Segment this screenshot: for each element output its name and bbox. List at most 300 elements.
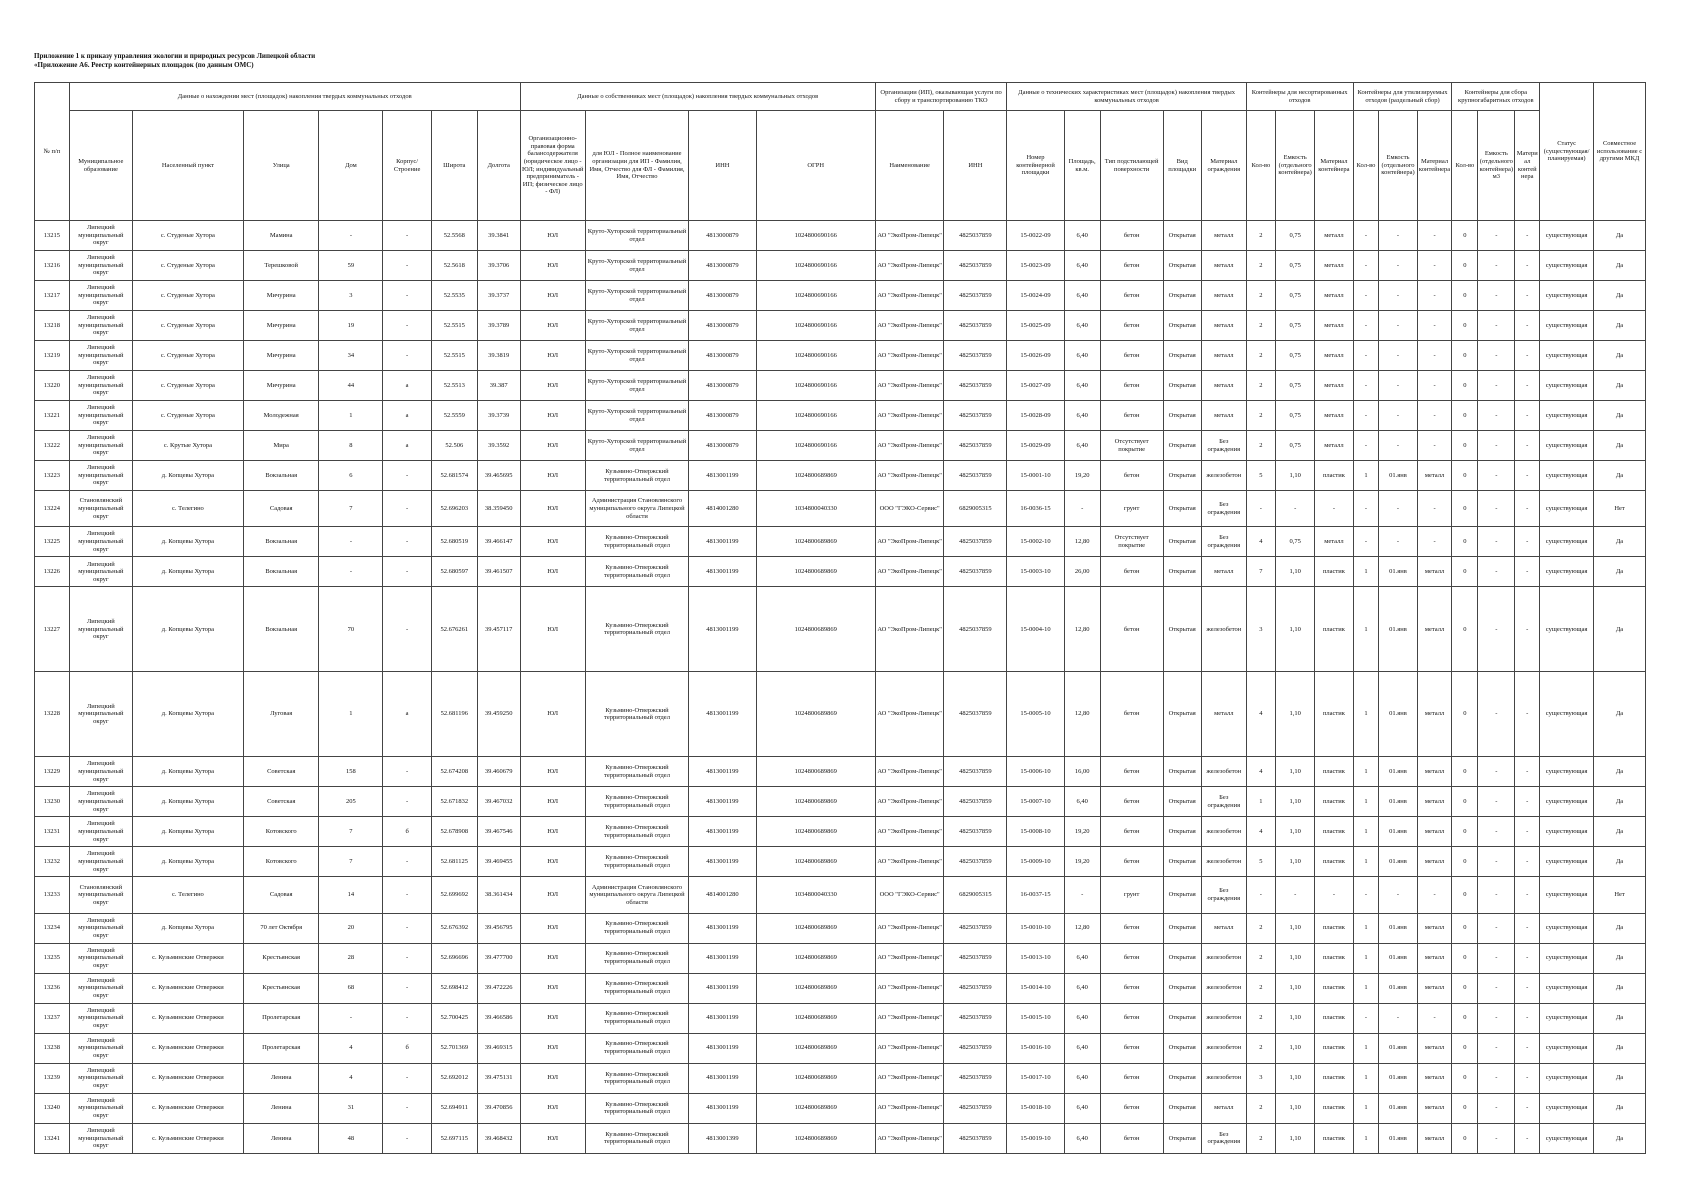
cell-r-vol: 01.янв xyxy=(1379,913,1417,943)
cell-r-vol: - xyxy=(1379,281,1417,311)
cell-fence: Без ограждения xyxy=(1201,1123,1246,1153)
cell-lon: 39.469455 xyxy=(477,847,520,877)
cell-fence: железобетон xyxy=(1201,973,1246,1003)
cell-org-inn: 4825037859 xyxy=(944,1033,1007,1063)
cell-r-vol: 01.янв xyxy=(1379,587,1417,672)
cell-settlement: с. Студеные Хутора xyxy=(132,401,243,431)
cell-r-mat: металл xyxy=(1417,557,1452,587)
cell-status: существующая xyxy=(1540,877,1594,913)
cell-lon: 39.456795 xyxy=(477,913,520,943)
cell-house: 31 xyxy=(319,1093,383,1123)
cell-owner-name: Кузьмино-Отвержский территориальный отдел xyxy=(585,943,688,973)
cell-org-inn: 4825037859 xyxy=(944,341,1007,371)
cell-number: 13215 xyxy=(35,221,70,251)
cell-status: существующая xyxy=(1540,251,1594,281)
cell-s-vol: 0,75 xyxy=(1275,221,1314,251)
cell-inn: 4813001199 xyxy=(689,672,756,757)
cell-owner-name: Кузьмино-Отвержский территориальный отдел xyxy=(585,1003,688,1033)
cell-lon: 38.361434 xyxy=(477,877,520,913)
cell-inn: 4813001399 xyxy=(689,1123,756,1153)
cell-lat: 52.680597 xyxy=(431,557,477,587)
cell-legal-form: ЮЛ xyxy=(520,1093,585,1123)
cell-k-mat: - xyxy=(1515,491,1540,527)
cell-legal-form: ЮЛ xyxy=(520,973,585,1003)
cell-site-type: Открытая xyxy=(1163,817,1201,847)
cell-s-vol: 1,10 xyxy=(1275,943,1314,973)
cell-r-qty: - xyxy=(1353,877,1379,913)
cell-r-mat: - xyxy=(1417,341,1452,371)
cell-house: 44 xyxy=(319,371,383,401)
cell-org-name: АО "ЭкоПром-Липецк" xyxy=(875,557,944,587)
cell-building: - xyxy=(383,1063,431,1093)
table-row xyxy=(35,557,1646,587)
cell-mun: Липецкий муниципальный округ xyxy=(69,431,132,461)
cell-area: 26,00 xyxy=(1064,557,1100,587)
cell-k-mat: - xyxy=(1515,817,1540,847)
table-row xyxy=(35,281,1646,311)
cell-number: 13224 xyxy=(35,491,70,527)
cell-street: Советская xyxy=(244,757,319,787)
table-row xyxy=(35,251,1646,281)
cell-house: 14 xyxy=(319,877,383,913)
col-s-vol: Емкость (отдельного контейнера) xyxy=(1275,111,1314,221)
cell-r-qty: - xyxy=(1353,251,1379,281)
cell-mkd: Нет xyxy=(1594,877,1646,913)
cell-mun: Липецкий муниципальный округ xyxy=(69,817,132,847)
cell-site-type: Открытая xyxy=(1163,401,1201,431)
cell-r-vol: 01.янв xyxy=(1379,557,1417,587)
cell-status: существующая xyxy=(1540,943,1594,973)
cell-number: 13241 xyxy=(35,1123,70,1153)
cell-fence: Без ограждения xyxy=(1201,431,1246,461)
cell-inn: 4813001199 xyxy=(689,817,756,847)
table-row xyxy=(35,1033,1646,1063)
cell-org-name: ООО "ГЭКО-Сервис" xyxy=(875,491,944,527)
cell-s-qty: 2 xyxy=(1246,311,1275,341)
cell-org-inn: 4825037859 xyxy=(944,251,1007,281)
cell-mun: Липецкий муниципальный округ xyxy=(69,281,132,311)
cell-s-qty: 2 xyxy=(1246,913,1275,943)
cell-r-vol: - xyxy=(1379,431,1417,461)
cell-area: 12,80 xyxy=(1064,527,1100,557)
cell-lon: 39.475131 xyxy=(477,1063,520,1093)
cell-site-no: 15-0009-10 xyxy=(1007,847,1064,877)
cell-street: Садовая xyxy=(244,491,319,527)
cell-owner-name: Кузьмино-Отвержский территориальный отдел xyxy=(585,461,688,491)
cell-s-mat: пластик xyxy=(1315,1063,1353,1093)
cell-k-vol: - xyxy=(1478,672,1515,757)
cell-fence: металл xyxy=(1201,281,1246,311)
cell-street: Пролетарская xyxy=(244,1033,319,1063)
cell-org-inn: 4825037859 xyxy=(944,817,1007,847)
cell-legal-form: ЮЛ xyxy=(520,787,585,817)
cell-site-type: Открытая xyxy=(1163,672,1201,757)
cell-status: существующая xyxy=(1540,1063,1594,1093)
cell-s-qty: 2 xyxy=(1246,1093,1275,1123)
cell-r-mat: металл xyxy=(1417,913,1452,943)
cell-mun: Липецкий муниципальный округ xyxy=(69,527,132,557)
cell-building: - xyxy=(383,251,431,281)
cell-settlement: с. Студеные Хутора xyxy=(132,221,243,251)
cell-s-mat: металл xyxy=(1315,401,1353,431)
cell-house: 28 xyxy=(319,943,383,973)
cell-site-no: 15-0014-10 xyxy=(1007,973,1064,1003)
cell-site-no: 15-0002-10 xyxy=(1007,527,1064,557)
cell-mkd: Да xyxy=(1594,817,1646,847)
cell-s-mat: металл xyxy=(1315,281,1353,311)
cell-k-vol: - xyxy=(1478,913,1515,943)
cell-site-no: 15-0007-10 xyxy=(1007,787,1064,817)
cell-mkd: Да xyxy=(1594,1033,1646,1063)
cell-s-qty: 5 xyxy=(1246,847,1275,877)
group-tech: Данные о технических характеристиках мест (площадок) накопления твердых коммунальных отходов xyxy=(1007,83,1246,111)
cell-k-qty: 0 xyxy=(1452,1063,1478,1093)
cell-ogrn: 1034800040330 xyxy=(756,491,875,527)
cell-k-qty: 0 xyxy=(1452,1033,1478,1063)
table-row xyxy=(35,817,1646,847)
cell-settlement: с. Телегино xyxy=(132,491,243,527)
cell-settlement: с. Крутые Хутора xyxy=(132,431,243,461)
cell-s-mat: пластик xyxy=(1315,973,1353,1003)
cell-k-vol: - xyxy=(1478,527,1515,557)
cell-owner-name: Кузьмино-Отвержский территориальный отдел xyxy=(585,527,688,557)
cell-k-qty: 0 xyxy=(1452,1123,1478,1153)
cell-s-qty: 4 xyxy=(1246,527,1275,557)
cell-building: - xyxy=(383,877,431,913)
cell-k-qty: 0 xyxy=(1452,847,1478,877)
cell-house: 4 xyxy=(319,1063,383,1093)
cell-surface: бетон xyxy=(1100,1003,1163,1033)
cell-k-vol: - xyxy=(1478,1003,1515,1033)
cell-k-qty: 0 xyxy=(1452,817,1478,847)
cell-owner-name: Кузьмино-Отвержский территориальный отдел xyxy=(585,817,688,847)
cell-s-qty: 4 xyxy=(1246,672,1275,757)
cell-building: - xyxy=(383,491,431,527)
cell-s-vol: 0,75 xyxy=(1275,281,1314,311)
cell-k-qty: 0 xyxy=(1452,877,1478,913)
cell-k-mat: - xyxy=(1515,251,1540,281)
cell-k-vol: - xyxy=(1478,341,1515,371)
cell-org-inn: 4825037859 xyxy=(944,672,1007,757)
cell-owner-name: Кузьмино-Отвержский территориальный отдел xyxy=(585,847,688,877)
cell-mun: Липецкий муниципальный округ xyxy=(69,587,132,672)
cell-area: 6,40 xyxy=(1064,1033,1100,1063)
cell-site-no: 15-0008-10 xyxy=(1007,817,1064,847)
cell-r-vol: 01.янв xyxy=(1379,461,1417,491)
cell-status: существующая xyxy=(1540,221,1594,251)
table-row xyxy=(35,973,1646,1003)
cell-k-qty: 0 xyxy=(1452,371,1478,401)
cell-house: 1 xyxy=(319,672,383,757)
cell-building: б xyxy=(383,1033,431,1063)
cell-s-qty: - xyxy=(1246,877,1275,913)
cell-legal-form: ЮЛ xyxy=(520,341,585,371)
table-row xyxy=(35,787,1646,817)
cell-org-inn: 4825037859 xyxy=(944,461,1007,491)
cell-lon: 39.461507 xyxy=(477,557,520,587)
cell-mun: Становлянский муниципальный округ xyxy=(69,491,132,527)
cell-inn: 4813001199 xyxy=(689,973,756,1003)
cell-number: 13239 xyxy=(35,1063,70,1093)
cell-area: - xyxy=(1064,877,1100,913)
cell-k-mat: - xyxy=(1515,913,1540,943)
group-org: Организации (ИП), оказывающая услуги по сбору и транспортированию ТКО xyxy=(875,83,1007,111)
cell-status: существующая xyxy=(1540,491,1594,527)
cell-org-name: АО "ЭкоПром-Липецк" xyxy=(875,913,944,943)
group-location: Данные о нахождении мест (площадок) накопления твердых коммунальных отходов xyxy=(69,83,520,111)
cell-r-vol: 01.янв xyxy=(1379,757,1417,787)
cell-r-mat: металл xyxy=(1417,757,1452,787)
cell-s-qty: 3 xyxy=(1246,1063,1275,1093)
cell-r-qty: - xyxy=(1353,527,1379,557)
cell-street: Мира xyxy=(244,431,319,461)
cell-mun: Липецкий муниципальный округ xyxy=(69,973,132,1003)
cell-r-mat: металл xyxy=(1417,587,1452,672)
cell-s-vol: 1,10 xyxy=(1275,1033,1314,1063)
cell-fence: металл xyxy=(1201,401,1246,431)
cell-mun: Липецкий муниципальный округ xyxy=(69,461,132,491)
table-row xyxy=(35,527,1646,557)
cell-k-qty: 0 xyxy=(1452,341,1478,371)
cell-house: - xyxy=(319,527,383,557)
cell-lat: 52.506 xyxy=(431,431,477,461)
cell-lat: 52.5568 xyxy=(431,221,477,251)
cell-mun: Липецкий муниципальный округ xyxy=(69,251,132,281)
cell-inn: 4813000879 xyxy=(689,311,756,341)
cell-status: существующая xyxy=(1540,787,1594,817)
cell-org-inn: 6829005315 xyxy=(944,877,1007,913)
cell-mkd: Да xyxy=(1594,311,1646,341)
cell-surface: бетон xyxy=(1100,401,1163,431)
cell-r-vol: - xyxy=(1379,527,1417,557)
cell-mun: Липецкий муниципальный округ xyxy=(69,943,132,973)
header-column-row xyxy=(35,111,1646,221)
cell-k-mat: - xyxy=(1515,527,1540,557)
col-owner-name: для ЮЛ - Полное наименование организации для ИП - Фамилия, Имя, Отчество для ФЛ - Фамилия, Имя, Отчество xyxy=(585,111,688,221)
cell-surface: Отсутствует покрытие xyxy=(1100,431,1163,461)
cell-building: - xyxy=(383,527,431,557)
cell-area: - xyxy=(1064,491,1100,527)
cell-ogrn: 1024800689869 xyxy=(756,787,875,817)
cell-legal-form: ЮЛ xyxy=(520,527,585,557)
cell-r-mat: - xyxy=(1417,1003,1452,1033)
cell-ogrn: 1024800689869 xyxy=(756,1123,875,1153)
cell-inn: 4813000879 xyxy=(689,371,756,401)
cell-site-type: Открытая xyxy=(1163,461,1201,491)
cell-legal-form: ЮЛ xyxy=(520,847,585,877)
table-row xyxy=(35,401,1646,431)
cell-fence: металл xyxy=(1201,672,1246,757)
cell-s-mat: - xyxy=(1315,491,1353,527)
cell-k-qty: 0 xyxy=(1452,401,1478,431)
cell-k-mat: - xyxy=(1515,877,1540,913)
cell-lon: 39.472226 xyxy=(477,973,520,1003)
cell-site-type: Открытая xyxy=(1163,587,1201,672)
cell-area: 6,40 xyxy=(1064,341,1100,371)
cell-k-mat: - xyxy=(1515,341,1540,371)
cell-status: существующая xyxy=(1540,527,1594,557)
cell-s-vol: 1,10 xyxy=(1275,847,1314,877)
cell-status: существующая xyxy=(1540,913,1594,943)
cell-area: 6,40 xyxy=(1064,1063,1100,1093)
cell-r-mat: - xyxy=(1417,371,1452,401)
col-k-qty: Кол-во xyxy=(1452,111,1478,221)
cell-mun: Липецкий муниципальный округ xyxy=(69,371,132,401)
col-status: Статус (существующая/планируемая) xyxy=(1540,83,1594,221)
cell-r-qty: 1 xyxy=(1353,1033,1379,1063)
cell-legal-form: ЮЛ xyxy=(520,672,585,757)
cell-k-mat: - xyxy=(1515,371,1540,401)
cell-r-mat: металл xyxy=(1417,1093,1452,1123)
cell-house: 68 xyxy=(319,973,383,1003)
cell-number: 13236 xyxy=(35,973,70,1003)
cell-building: а xyxy=(383,401,431,431)
cell-number: 13220 xyxy=(35,371,70,401)
cell-r-mat: - xyxy=(1417,491,1452,527)
cell-building: - xyxy=(383,221,431,251)
cell-lat: 52.692012 xyxy=(431,1063,477,1093)
cell-mkd: Да xyxy=(1594,587,1646,672)
cell-site-type: Открытая xyxy=(1163,913,1201,943)
cell-s-mat: металл xyxy=(1315,221,1353,251)
cell-r-qty: - xyxy=(1353,221,1379,251)
cell-k-qty: 0 xyxy=(1452,461,1478,491)
cell-site-type: Открытая xyxy=(1163,341,1201,371)
cell-r-vol: - xyxy=(1379,1003,1417,1033)
cell-k-qty: 0 xyxy=(1452,913,1478,943)
cell-site-type: Открытая xyxy=(1163,221,1201,251)
cell-mkd: Да xyxy=(1594,757,1646,787)
cell-ogrn: 1024800690166 xyxy=(756,371,875,401)
cell-s-qty: 2 xyxy=(1246,431,1275,461)
cell-area: 6,40 xyxy=(1064,943,1100,973)
cell-legal-form: ЮЛ xyxy=(520,557,585,587)
cell-r-vol: 01.янв xyxy=(1379,943,1417,973)
cell-house: 70 xyxy=(319,587,383,672)
cell-s-qty: - xyxy=(1246,491,1275,527)
cell-house: 205 xyxy=(319,787,383,817)
cell-k-vol: - xyxy=(1478,1123,1515,1153)
cell-lat: 52.678908 xyxy=(431,817,477,847)
cell-owner-name: Кузьмино-Отвержский территориальный отдел xyxy=(585,1033,688,1063)
cell-legal-form: ЮЛ xyxy=(520,401,585,431)
cell-lat: 52.696203 xyxy=(431,491,477,527)
cell-fence: железобетон xyxy=(1201,587,1246,672)
cell-inn: 4813000879 xyxy=(689,251,756,281)
cell-k-vol: - xyxy=(1478,757,1515,787)
col-s-mat: Материал контейнера xyxy=(1315,111,1353,221)
cell-s-mat: пластик xyxy=(1315,587,1353,672)
cell-s-mat: металл xyxy=(1315,251,1353,281)
cell-k-vol: - xyxy=(1478,401,1515,431)
cell-s-vol: 0,75 xyxy=(1275,341,1314,371)
cell-lat: 52.697115 xyxy=(431,1123,477,1153)
cell-house: - xyxy=(319,221,383,251)
cell-lat: 52.700425 xyxy=(431,1003,477,1033)
cell-ogrn: 1024800689869 xyxy=(756,943,875,973)
cell-r-mat: металл xyxy=(1417,847,1452,877)
cell-building: - xyxy=(383,281,431,311)
cell-s-vol: 1,10 xyxy=(1275,1123,1314,1153)
cell-owner-name: Круто-Хуторской территориальный отдел xyxy=(585,371,688,401)
cell-area: 6,40 xyxy=(1064,1093,1100,1123)
cell-legal-form: ЮЛ xyxy=(520,877,585,913)
cell-number: 13227 xyxy=(35,587,70,672)
cell-area: 6,40 xyxy=(1064,281,1100,311)
table-row xyxy=(35,587,1646,672)
cell-org-inn: 4825037859 xyxy=(944,311,1007,341)
cell-house: 6 xyxy=(319,461,383,491)
cell-s-qty: 4 xyxy=(1246,817,1275,847)
col-s-qty: Кол-во xyxy=(1246,111,1275,221)
cell-street: Пролетарская xyxy=(244,1003,319,1033)
cell-owner-name: Круто-Хуторской территориальный отдел xyxy=(585,341,688,371)
cell-number: 13232 xyxy=(35,847,70,877)
cell-site-no: 15-0001-10 xyxy=(1007,461,1064,491)
cell-legal-form: ЮЛ xyxy=(520,371,585,401)
cell-r-mat: - xyxy=(1417,311,1452,341)
cell-number: 13240 xyxy=(35,1093,70,1123)
cell-lat: 52.5618 xyxy=(431,251,477,281)
cell-fence: металл xyxy=(1201,913,1246,943)
cell-s-vol: - xyxy=(1275,877,1314,913)
cell-mkd: Да xyxy=(1594,527,1646,557)
cell-mun: Липецкий муниципальный округ xyxy=(69,757,132,787)
cell-r-qty: 1 xyxy=(1353,461,1379,491)
cell-site-type: Открытая xyxy=(1163,943,1201,973)
cell-mkd: Да xyxy=(1594,401,1646,431)
cell-lat: 52.681196 xyxy=(431,672,477,757)
cell-legal-form: ЮЛ xyxy=(520,311,585,341)
cell-building: - xyxy=(383,1123,431,1153)
group-unsorted: Контейнеры для несортированных отходов xyxy=(1246,83,1353,111)
cell-inn: 4813000879 xyxy=(689,401,756,431)
cell-number: 13217 xyxy=(35,281,70,311)
cell-s-mat: металл xyxy=(1315,311,1353,341)
cell-mun: Липецкий муниципальный округ xyxy=(69,1093,132,1123)
cell-area: 6,40 xyxy=(1064,251,1100,281)
cell-area: 12,80 xyxy=(1064,672,1100,757)
cell-house: 7 xyxy=(319,491,383,527)
cell-surface: бетон xyxy=(1100,311,1163,341)
group-separate: Контейнеры для утилизируемых отходов (раздельный сбор) xyxy=(1353,83,1452,111)
header-group-row xyxy=(35,83,1646,111)
cell-street: Молодежная xyxy=(244,401,319,431)
cell-area: 6,40 xyxy=(1064,787,1100,817)
cell-surface: бетон xyxy=(1100,672,1163,757)
cell-surface: бетон xyxy=(1100,913,1163,943)
cell-lat: 52.701369 xyxy=(431,1033,477,1063)
cell-k-mat: - xyxy=(1515,672,1540,757)
cell-org-name: АО "ЭкоПром-Липецк" xyxy=(875,221,944,251)
cell-r-qty: 1 xyxy=(1353,672,1379,757)
cell-surface: бетон xyxy=(1100,1093,1163,1123)
col-lat: Широта xyxy=(431,111,477,221)
cell-status: существующая xyxy=(1540,311,1594,341)
cell-mkd: Нет xyxy=(1594,491,1646,527)
cell-lon: 39.477700 xyxy=(477,943,520,973)
table-row xyxy=(35,371,1646,401)
cell-street: Мичурина xyxy=(244,371,319,401)
cell-surface: бетон xyxy=(1100,943,1163,973)
cell-lon: 39.467032 xyxy=(477,787,520,817)
cell-s-mat: пластик xyxy=(1315,557,1353,587)
cell-k-qty: 0 xyxy=(1452,787,1478,817)
cell-site-no: 15-0025-09 xyxy=(1007,311,1064,341)
cell-ogrn: 1024800689869 xyxy=(756,817,875,847)
cell-house: - xyxy=(319,557,383,587)
cell-house: 59 xyxy=(319,251,383,281)
